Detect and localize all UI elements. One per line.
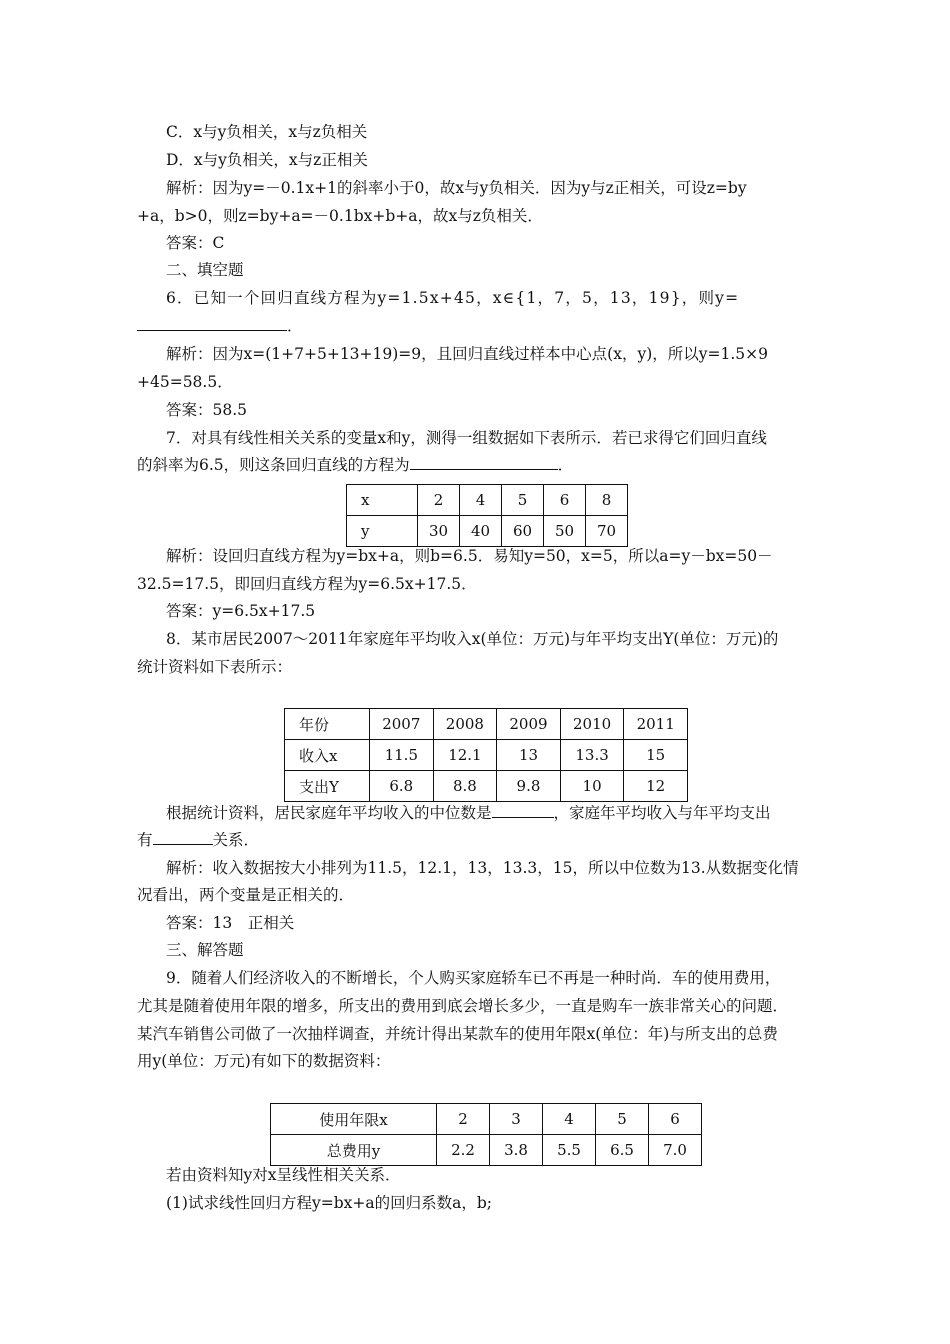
- table-cell: 5: [596, 1104, 649, 1135]
- table-cell: 40: [460, 516, 502, 547]
- table-cell: 15: [624, 740, 688, 771]
- table-row: [347, 516, 628, 547]
- table-row: [285, 740, 688, 771]
- table-cell: 5: [502, 485, 544, 516]
- q8-answer: 答案：13 正相关: [166, 914, 295, 932]
- table-cell: 11.5: [370, 740, 434, 771]
- q6-answer: 答案：58.5: [166, 401, 248, 419]
- q6-period: ．: [287, 317, 303, 335]
- q6-stem: 6．已知一个回归直线方程为y=1.5x+45，x∈{1，7，5，13，19}，则y=: [166, 289, 740, 307]
- table-header-cell: 使用年限x: [271, 1104, 437, 1135]
- table-cell: 60: [502, 516, 544, 547]
- table-cell: 70: [586, 516, 628, 547]
- q7-period: ．: [557, 456, 574, 474]
- q6-blank-line: [137, 315, 303, 337]
- table-cell: 50: [544, 516, 586, 547]
- table-header-cell: 收入x: [285, 740, 370, 771]
- q8-stem-line1: 8．某市居民2007～2011年家庭年平均收入x(单位：万元)与年平均支出Y(单位：万元)的: [166, 630, 779, 648]
- table-cell: 6: [649, 1104, 702, 1135]
- q9-data-table: [270, 1103, 702, 1166]
- q9-stem-line1: 9．随着人们经济收入的不断增长，个人购买家庭轿车已不再是一种时尚．车的使用费用，: [166, 969, 781, 987]
- q7-analysis-line2: 32.5=17.5，即回归直线方程为y=6.5x+17.5．: [137, 575, 477, 593]
- q8-question-line1: [166, 802, 771, 824]
- q8-stem-line2: 统计资料如下表所示：: [137, 658, 293, 676]
- q6-analysis-line2: +45=58.5．: [137, 373, 233, 391]
- q7-stem-line1: 7．对具有线性相关关系的变量x和y，测得一组数据如下表所示．若已求得它们回归直线: [166, 429, 767, 447]
- table-cell: 2010: [560, 709, 624, 740]
- q7-stem-text: 的斜率为6.5，则这条回归直线的方程为: [137, 456, 410, 474]
- option-d: D．x与y负相关，x与z正相关: [166, 151, 368, 169]
- table-cell: 3.8: [490, 1135, 543, 1166]
- answer-blank: [492, 803, 554, 818]
- table-header-cell: x: [347, 485, 418, 516]
- table-cell: 9.8: [497, 771, 561, 802]
- q5-analysis-line1: 解析：因为y=－0.1x+1的斜率小于0，故x与y负相关．因为y与z正相关，可设z=by: [166, 179, 747, 197]
- table-cell: 2.2: [437, 1135, 490, 1166]
- q9-stem-line2: 尤其是随着使用年限的增多，所支出的费用到底会增长多少，一直是购车一族非常关心的问题．: [137, 997, 789, 1015]
- q8-question-line2: [137, 829, 259, 851]
- table-cell: 6.5: [596, 1135, 649, 1166]
- table-cell: 7.0: [649, 1135, 702, 1166]
- answer-blank: [410, 455, 558, 470]
- answer-blank: [137, 316, 287, 331]
- table-row: [271, 1104, 702, 1135]
- table-header-cell: 总费用y: [271, 1135, 437, 1166]
- q8-analysis-line1: 解析：收入数据按大小排列为11.5，12.1，13，13.3，15，所以中位数为13.从数据变化情: [166, 859, 799, 877]
- q8-question-text: 有: [137, 831, 153, 849]
- q7-data-table: [346, 484, 628, 547]
- q9-condition: 若由资料知y对x呈线性相关关系．: [166, 1166, 401, 1184]
- q7-analysis-line1: 解析：设回归直线方程为y=bx+a，则b=6.5．易知y=50，x=5，所以a=y－bx=50－: [166, 547, 773, 565]
- q7-answer: 答案：y=6.5x+17.5: [166, 602, 316, 620]
- section-solutions: 三、解答题: [166, 941, 244, 959]
- table-cell: 6.8: [370, 771, 434, 802]
- table-header-cell: 支出Y: [285, 771, 370, 802]
- table-header-cell: 年份: [285, 709, 370, 740]
- q9-part1: (1)试求线性回归方程y=bx+a的回归系数a，b;: [166, 1194, 492, 1212]
- table-cell: 2008: [433, 709, 497, 740]
- table-cell: 2011: [624, 709, 688, 740]
- q6-analysis-line1: 解析：因为x=(1+7+5+13+19)=9，且回归直线过样本中心点(x，y)，所以y=1.5×9: [166, 345, 768, 363]
- table-cell: 12: [624, 771, 688, 802]
- q9-stem-line4: 用y(单位：万元)有如下的数据资料：: [137, 1052, 391, 1070]
- table-cell: 2007: [370, 709, 434, 740]
- q8-question-text-cont: ，家庭年平均收入与年平均支出: [553, 804, 771, 822]
- table-cell: 6: [544, 485, 586, 516]
- table-cell: 2009: [497, 709, 561, 740]
- q5-answer: 答案：C: [166, 234, 225, 252]
- table-cell: 13.3: [560, 740, 624, 771]
- q8-question-text: 根据统计资料，居民家庭年平均收入的中位数是: [166, 804, 492, 822]
- table-row: [347, 485, 628, 516]
- q8-question-text-cont: 关系．: [212, 831, 260, 849]
- q8-data-table: [284, 708, 688, 802]
- answer-blank: [153, 830, 213, 845]
- q7-stem-line2: [137, 454, 573, 476]
- q8-analysis-line2: 况看出，两个变量是正相关的．: [137, 886, 355, 904]
- q5-analysis-line2: +a，b>0，则z=by+a=－0.1bx+b+a，故x与z负相关．: [137, 207, 543, 225]
- table-cell: 4: [460, 485, 502, 516]
- table-cell: 8: [586, 485, 628, 516]
- table-row: [271, 1135, 702, 1166]
- table-cell: 2: [418, 485, 460, 516]
- table-cell: 10: [560, 771, 624, 802]
- table-cell: 3: [490, 1104, 543, 1135]
- table-row: [285, 771, 688, 802]
- option-c: C．x与y负相关，x与z负相关: [166, 123, 368, 141]
- table-cell: 30: [418, 516, 460, 547]
- table-row: [285, 709, 688, 740]
- q9-stem-line3: 某汽车销售公司做了一次抽样调查，并统计得出某款车的使用年限x(单位：年)与所支出的总费: [137, 1025, 778, 1043]
- table-cell: 13: [497, 740, 561, 771]
- table-cell: 12.1: [433, 740, 497, 771]
- table-cell: 5.5: [543, 1135, 596, 1166]
- table-cell: 8.8: [433, 771, 497, 802]
- section-fill-in: 二、填空题: [166, 261, 244, 279]
- table-cell: 4: [543, 1104, 596, 1135]
- table-cell: 2: [437, 1104, 490, 1135]
- table-header-cell: y: [347, 516, 418, 547]
